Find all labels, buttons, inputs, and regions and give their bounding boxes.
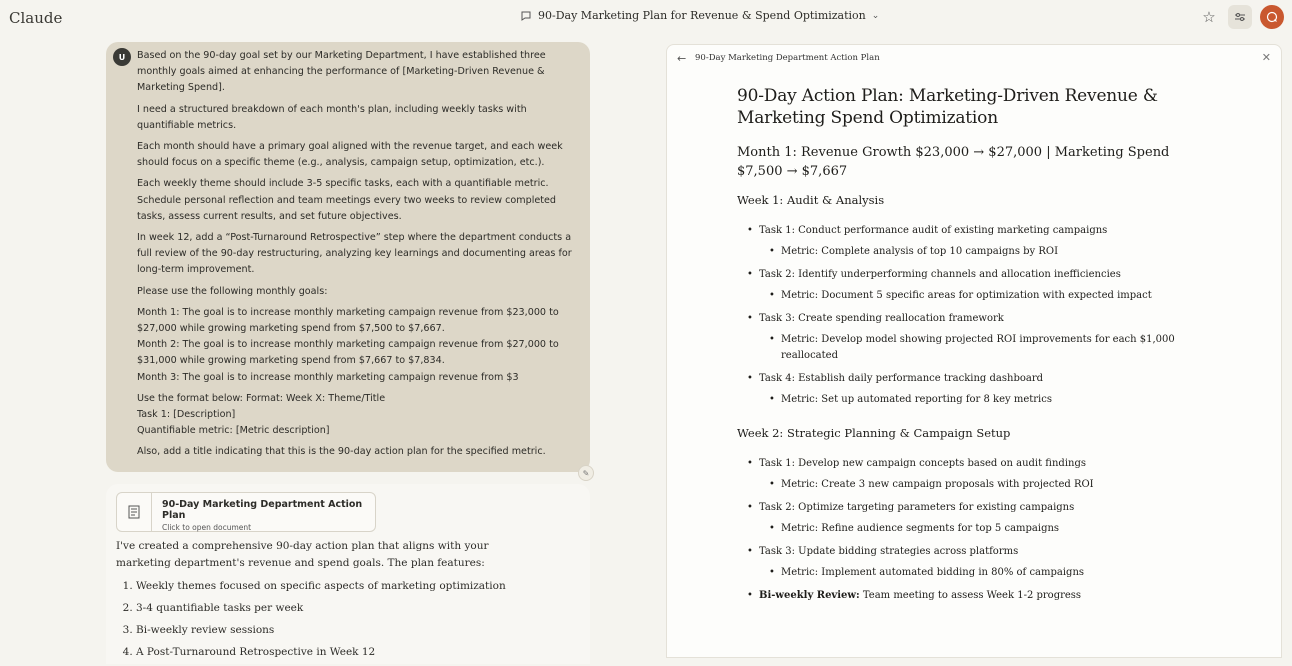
user-paragraph: Also, add a title indicating that this is the 90-day action plan for the specified metric. — [137, 446, 546, 458]
settings-sliders-button[interactable] — [1228, 5, 1252, 29]
task-list — [737, 456, 1207, 604]
metric-item: • Metric: Complete analysis of top 10 campaigns by ROI — [747, 244, 1207, 260]
user-paragraph: Month 1: The goal is to increase monthly marketing campaign revenue from $23,000 to $27,000 while growing marketing spend from $7,500 to $7,667. Month 2: The goal is to increase monthly marketing campaign revenue from $27,000 to $31,000 while growing marketing spend from $7,667 to $7,834. Month 3: The goal is to increase monthly marketing campaign revenue from $3 — [137, 306, 559, 383]
document-title: 90-Day Action Plan: Marketing-Driven Revenue & Marketing Spend Optimization — [737, 86, 1158, 128]
user-paragraph: Please use the following monthly goals: — [137, 285, 328, 297]
user-avatar[interactable] — [1260, 5, 1284, 29]
user-message-avatar: U — [113, 48, 131, 66]
task-item: • Task 3: Create spending reallocation framework — [747, 311, 1207, 327]
document-icon — [117, 493, 152, 531]
metric-item: • Metric: Create 3 new campaign proposals with projected ROI — [747, 477, 1207, 493]
edit-message-button[interactable] — [578, 465, 594, 481]
metric-item: • Metric: Set up automated reporting for 8 key metrics — [747, 392, 1207, 408]
feature-list — [116, 578, 536, 661]
assistant-intro: I've created a comprehensive 90-day action plan that aligns with your marketing department's revenue and spend goals. The plan features: — [116, 540, 489, 569]
review-text: Team meeting to assess Week 1-2 progress — [859, 590, 1082, 601]
task-item: • Task 2: Identify underperforming channels and allocation inefficiencies — [747, 267, 1207, 283]
user-paragraph: Each weekly theme should include 3-5 specific tasks, each with a quantifiable metric. Schedule personal reflection and team meetings every two weeks to review completed tasks, assess current results, and set future objectives. — [137, 178, 557, 222]
chevron-down-icon: ⌄ — [871, 10, 880, 21]
task-list — [737, 223, 1207, 408]
week-heading: Week 2: Strategic Planning & Campaign Setup — [737, 426, 1011, 440]
list-item: 1. Weekly themes focused on specific aspects of marketing optimization — [136, 578, 536, 595]
panel-title: 90-Day Marketing Department Action Plan — [695, 53, 880, 63]
back-arrow-icon[interactable]: ← — [677, 52, 687, 65]
conversation-title-menu[interactable] — [520, 9, 879, 22]
metric-item: • Metric: Refine audience segments for top 5 campaigns — [747, 521, 1207, 537]
list-item: 3. Bi-weekly review sessions — [136, 622, 536, 639]
chat-icon — [520, 10, 532, 22]
metric-item: • Metric: Implement automated bidding in 80% of campaigns — [747, 565, 1207, 581]
profile-icon — [1266, 11, 1278, 23]
document-card-title: 90-Day Marketing Department Action Plan — [162, 499, 363, 521]
sliders-icon — [1234, 11, 1246, 23]
review-item — [747, 588, 1207, 604]
list-item: 2. 3-4 quantifiable tasks per week — [136, 600, 536, 617]
user-message-text — [137, 48, 577, 466]
user-paragraph: In week 12, add a “Post-Turnaround Retrospective” step where the department conducts a full review of the 90-day restructuring, analyzing key learnings and documenting areas for long-term improvement. — [137, 232, 572, 276]
task-item: • Task 2: Optimize targeting parameters for existing campaigns — [747, 500, 1207, 516]
assistant-text — [116, 538, 536, 666]
panel-header — [667, 45, 1281, 73]
user-paragraph: Based on the 90-day goal set by our Marketing Department, I have established three monthly goals aimed at enhancing the performance of [Marketing-Driven Revenue & Marketing Spend]. — [137, 50, 546, 94]
user-message — [106, 42, 590, 478]
user-paragraph: Use the format below: Format: Week X: Theme/Title Task 1: [Description] Quantifiable metric: [Metric description] — [137, 392, 386, 437]
top-bar — [0, 0, 1292, 34]
brand-logo[interactable]: Claude — [9, 9, 63, 27]
document-card-subtitle: Click to open document — [162, 523, 252, 532]
metric-item: • Metric: Develop model showing projected ROI improvements for each $1,000 reallocated — [747, 332, 1207, 364]
user-paragraph: I need a structured breakdown of each month's plan, including weekly tasks with quantifiable metrics. — [137, 103, 527, 131]
close-icon[interactable]: ✕ — [1261, 51, 1271, 64]
assistant-message — [106, 484, 590, 664]
artifact-panel — [666, 44, 1282, 658]
document-content — [737, 85, 1207, 622]
task-item: • Task 4: Establish daily performance tracking dashboard — [747, 371, 1207, 387]
document-card[interactable] — [116, 492, 376, 532]
pencil-icon: ✎ — [582, 468, 590, 478]
conversation-title: 90-Day Marketing Plan for Revenue & Spend Optimization — [538, 9, 866, 22]
month-heading: Month 1: Revenue Growth $23,000 → $27,000 | Marketing Spend $7,500 → $7,667 — [737, 145, 1170, 179]
task-item: • Task 1: Develop new campaign concepts based on audit findings — [747, 456, 1207, 472]
week-heading: Week 1: Audit & Analysis — [737, 193, 885, 207]
list-item: 4. A Post-Turnaround Retrospective in Week 12 — [136, 644, 536, 661]
star-icon[interactable]: ☆ — [1202, 8, 1216, 26]
task-item: • Task 3: Update bidding strategies across platforms — [747, 544, 1207, 560]
metric-item: • Metric: Document 5 specific areas for optimization with expected impact — [747, 288, 1207, 304]
review-label: Bi-weekly Review: — [759, 590, 860, 601]
task-item: • Task 1: Conduct performance audit of existing marketing campaigns — [747, 223, 1207, 239]
user-paragraph: Each month should have a primary goal aligned with the revenue target, and each week should focus on a specific theme (e.g., analysis, campaign setup, optimization, etc.). — [137, 141, 563, 169]
chat-thread — [106, 42, 596, 656]
